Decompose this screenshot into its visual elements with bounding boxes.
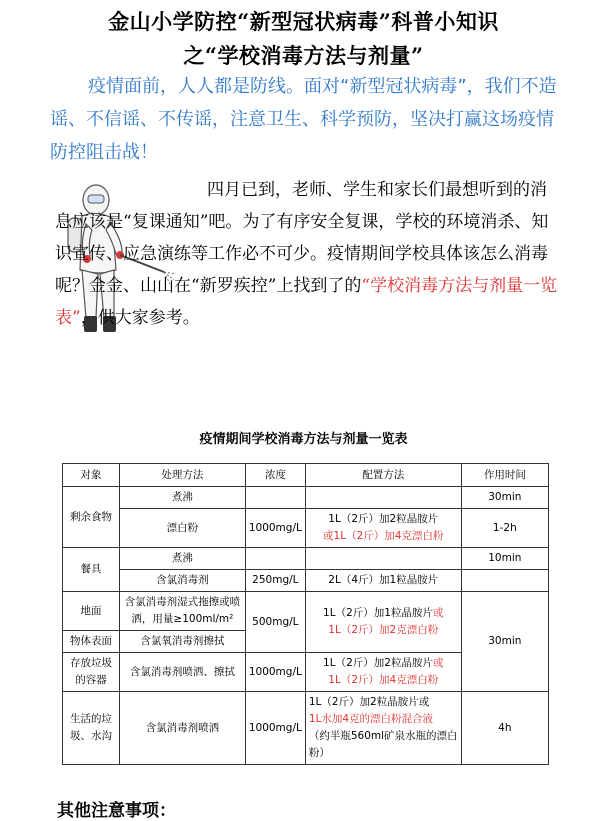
table-reference-highlight: “学校消毒方法与剂量一览表” xyxy=(55,276,558,328)
header-preparation: 配置方法 xyxy=(305,464,461,487)
cell-method: 含氯消毒剂喷洒、擦拭 xyxy=(119,653,245,692)
table-row xyxy=(63,592,549,631)
body-paragraph xyxy=(55,174,560,334)
prep-line-alt: 1L水加4克的漂白粉混合液 xyxy=(308,713,434,725)
cell-object: 餐具 xyxy=(63,548,120,592)
table-row xyxy=(63,692,549,765)
title-line-2: 之“学校消毒方法与剂量” xyxy=(183,43,424,68)
header-duration: 作用时间 xyxy=(461,464,548,487)
cell-object: 物体表面 xyxy=(63,631,120,653)
cell-method: 含氯消毒剂喷洒 xyxy=(119,692,245,765)
table-row xyxy=(63,509,549,548)
title-line-1: 金山小学防控“新型冠状病毒”科普小知识 xyxy=(108,9,499,34)
cell-concentration: 250mg/L xyxy=(245,570,305,592)
intro-paragraph: 疫情面前，人人都是防线。面对“新型冠状病毒”，我们不造谣、不信谣、不传谣，注意卫生、科学预防，坚决打赢这场疫情防控阻击战！ xyxy=(50,76,557,163)
header-method: 处理方法 xyxy=(119,464,245,487)
cell-concentration: 1000mg/L xyxy=(245,509,305,548)
cell-duration: 10min xyxy=(461,548,548,570)
prep-text: 1L（2斤）加2粒晶胺片 xyxy=(323,657,433,669)
prep-line: 1L（2斤）加2粒晶胺片 xyxy=(328,513,439,525)
cell-preparation xyxy=(305,592,461,653)
cell-preparation xyxy=(305,487,461,509)
cell-concentration xyxy=(245,487,305,509)
header-object: 对象 xyxy=(63,464,120,487)
table-row xyxy=(63,548,549,570)
cell-duration xyxy=(461,570,548,592)
cell-method: 含氯消毒剂 xyxy=(119,570,245,592)
cell-method: 煮沸 xyxy=(119,487,245,509)
cell-concentration: 1000mg/L xyxy=(245,653,305,692)
prep-or: 或 xyxy=(432,607,444,619)
table-row xyxy=(63,487,549,509)
cell-preparation xyxy=(305,548,461,570)
cell-object: 存放垃圾的容器 xyxy=(63,653,120,692)
cell-method: 含氯氧消毒剂擦拭 xyxy=(119,631,245,653)
cell-duration: 1-2h xyxy=(461,509,548,548)
prep-line xyxy=(309,605,458,622)
cell-concentration: 1000mg/L xyxy=(245,692,305,765)
cell-duration: 30min xyxy=(461,592,548,692)
cell-concentration: 500mg/L xyxy=(245,592,305,653)
cell-concentration xyxy=(245,548,305,570)
cell-preparation xyxy=(305,692,461,765)
prep-line-alt: 或1L（2斤）加4克漂白粉 xyxy=(323,530,444,542)
prep-line xyxy=(309,655,458,672)
prep-or: 或 xyxy=(432,657,444,669)
cell-method: 含氯消毒剂湿式拖擦或喷洒，用量≥100ml/m² xyxy=(119,592,245,631)
header-concentration: 浓度 xyxy=(245,464,305,487)
cell-preparation: 2L（4斤）加1粒晶胺片 xyxy=(305,570,461,592)
cell-duration: 30min xyxy=(461,487,548,509)
cell-method: 煮沸 xyxy=(119,548,245,570)
table-header-row xyxy=(63,464,549,487)
body-text: 四月已到，老师、学生和家长们最想听到的消息应该是“复课通知”吧。为了有序安全复课，学校的环境消杀、知识宣传、应急演练等工作必不可少。疫情期间学校具体该怎么消毒呢？金金、山山在“新罗疾控”上找到了的 xyxy=(55,180,549,296)
prep-text: 1L（2斤）加1粒晶胺片 xyxy=(323,607,433,619)
cell-method: 漂白粉 xyxy=(119,509,245,548)
cell-preparation xyxy=(305,509,461,548)
prep-line-alt: 1L（2斤）加4克漂白粉 xyxy=(328,674,439,686)
body-ending: ，供大家参考。 xyxy=(80,308,200,328)
prep-line-note: （约半瓶560ml矿泉水瓶的漂白粉） xyxy=(308,730,458,759)
cell-object: 剩余食物 xyxy=(63,487,120,548)
cell-duration: 4h xyxy=(461,692,548,765)
cell-preparation xyxy=(305,653,461,692)
other-notes-heading: 其他注意事项： xyxy=(57,801,176,821)
cell-object: 生活的垃圾、水沟 xyxy=(63,692,120,765)
disinfection-table xyxy=(62,463,549,765)
prep-line: 1L（2斤）加2粒晶胺片或 xyxy=(308,696,430,708)
prep-line-alt: 1L（2斤）加2克漂白粉 xyxy=(328,624,439,636)
cell-object: 地面 xyxy=(63,592,120,631)
table-row xyxy=(63,570,549,592)
table-title: 疫情期间学校消毒方法与剂量一览表 xyxy=(199,432,408,447)
